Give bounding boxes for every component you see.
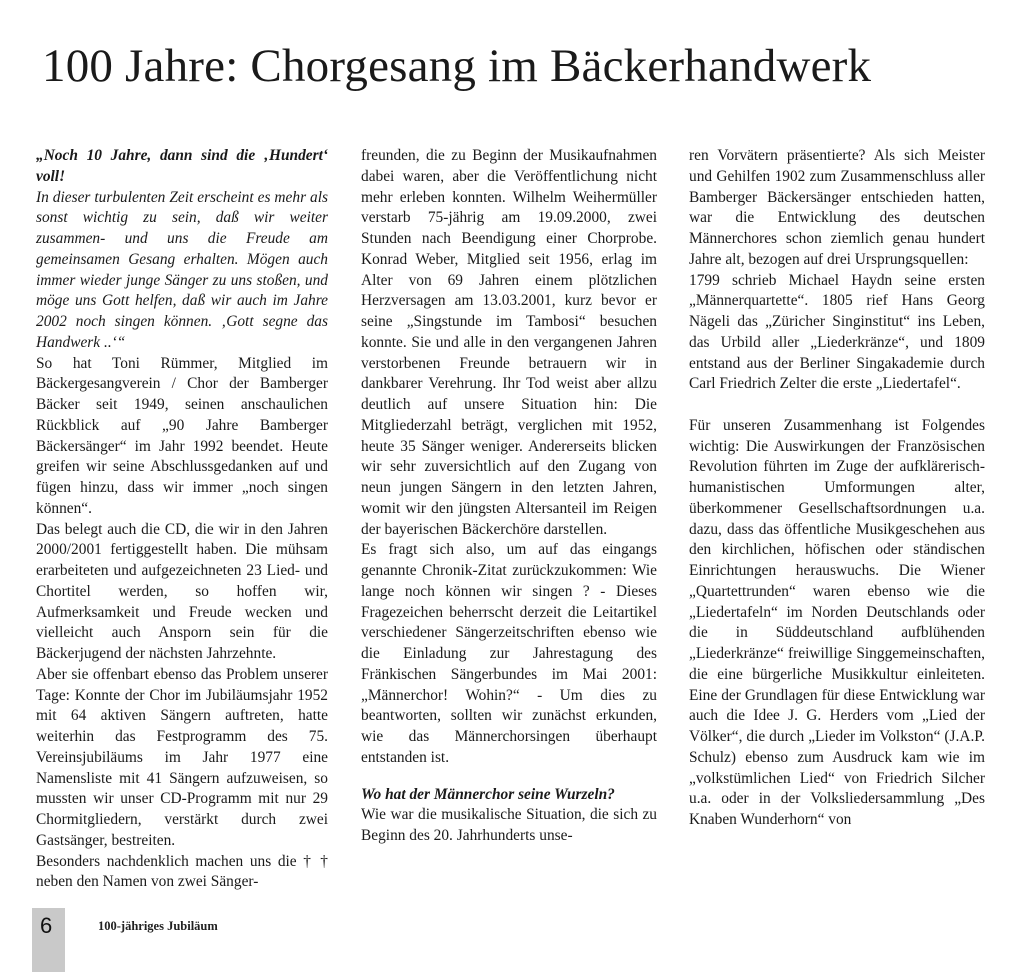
- running-footer-title: 100-jähriges Jubiläum: [98, 919, 218, 933]
- article-column-3: [689, 146, 985, 831]
- paragraph: Wie war die musikalische Situation, die sich zu Beginn des 20. Jahrhunderts unse-: [361, 806, 657, 844]
- paragraph: Besonders nachdenklich machen uns die † † neben den Namen von zwei Sänger-: [36, 852, 328, 891]
- section-subheading: Wo hat der Männerchor seine Wurzeln?: [361, 785, 615, 803]
- article-column-2: [361, 146, 657, 847]
- paragraph: So hat Toni Rümmer, Mitglied im Bäckergesangverein / Chor der Bamberger Bäcker seit 1949, seinen anschaulichen Rückblick auf „90 Jahre Bamberger Bäckersänger“ im Jahr 1992 beendet. Heute greifen wir seine Abschlussgedanken auf und fügen hinzu, dass wir immer „noch singen können“.: [36, 354, 328, 517]
- article-column-1: [36, 146, 328, 893]
- paragraph-spacer: [361, 769, 657, 785]
- paragraph: Für unseren Zusammenhang ist Folgendes wichtig: Die Auswirkungen der Französischen Revolution führten im Zuge der aufklärerisch-humanistischen Umformungen alter, überkommener Gesellschaftsordnungen u.a. dazu, dass das öffentliche Musikgeschehen aus den kirchlichen, höfischen oder ständischen Einrichtungen herauswuchs. Die Wiener „Quartettrunden“ waren ebenso wie die „Liedertafeln“ im Norden Deutschlands oder die in Süddeutschland aufblühenden „Liederkränze“ freiwillige Singgemeinschaften, die eine bürgerliche Musikkultur einleiteten. Eine der Grundlagen für diese Entwicklung war auch die Idee J. G. Herders vom „Lied der Völker“, die durch „Lieder im Volkston“ (J.A.P. Schulz) ebenso zum Ausdruck kam wie im „volkstümlichen Lied“ von Friedrich Silcher u.a. oder in der Volksliedersammlung „Des Knaben Wunderhorn“ von: [689, 416, 985, 828]
- paragraph: Das belegt auch die CD, die wir in den Jahren 2000/2001 fertiggestellt haben. Die mühsam erarbeiteten und aufgezeichneten 23 Lied- und Chortitel werden, so hoffen wir, Aufmerksamkeit und Freude wecken und vielleicht auch Ansporn sein für die Bäckerjugend der nächsten Jahrzehnte.: [36, 520, 328, 662]
- quote-body: In dieser turbulenten Zeit erscheint es mehr als sonst wichtig zu sein, daß wir weiter zusammen- und uns die Freude am gemeinsamen Gesang erhalten. Mögen auch immer wieder junge Sänger zu uns stoßen, und möge uns Gott helfen, daß wir auch im Jahre 2002 noch singen können. ‚Gott segne das Handwerk ..‘“: [36, 188, 328, 351]
- paragraph: Aber sie offenbart ebenso das Problem unserer Tage: Konnte der Chor im Jubiläumsjahr 1952 mit 64 aktiven Sängern auftreten, hatte weiterhin das Festprogramm des 75. Vereinsjubiläums im Jahr 1977 eine Namensliste mit 41 Sängern aufzuweisen, so mussten wir unser CD-Programm mit nur 29 Chormitgliedern, verstärkt durch zwei Gastsänger, bestreiten.: [36, 665, 328, 849]
- paragraph-spacer: [689, 395, 985, 416]
- page-title: 100 Jahre: Chorgesang im Bäckerhandwerk: [42, 40, 872, 92]
- paragraph: 1799 schrieb Michael Haydn seine ersten „Männerquartette“. 1805 rief Hans Georg Nägeli das „Züricher Singinstitut“ ins Leben, das Urbild aller „Liederkränze“, und 1809 entstand aus der Berliner Singakademie durch Carl Friedrich Zelter die erste „Liedertafel“.: [689, 271, 985, 393]
- quote-heading: „Noch 10 Jahre, dann sind die ‚Hundert‘ voll!: [36, 147, 328, 185]
- paragraph: Es fragt sich also, um auf das eingangs genannte Chronik-Zitat zurückzukommen: Wie lange noch können wir singen ? - Dieses Fragezeichen beherrscht derzeit die Leitartikel verschiedener Sängerzeitschriften ebenso wie die Einladung zur Jahrestagung des Fränkischen Sängerbundes im Mai 2001: „Männerchor! Wohin?“ - Um dies zu beantworten, sollten wir zunächst erkunden, wie das Männerchorsingen überhaupt entstanden ist.: [361, 541, 657, 766]
- paragraph: ren Vorvätern präsentierte? Als sich Meister und Gehilfen 1902 zum Zusammenschluss aller Bamberger Bäckersänger entschieden hatten, war die Entwicklung des deutschen Männerchores schon ziemlich genau hundert Jahre alt, bezogen auf drei Ursprungsquellen:: [689, 147, 985, 268]
- page-number: 6: [40, 913, 53, 938]
- paragraph: freunden, die zu Beginn der Musikaufnahmen dabei waren, aber die Veröffentlichung nicht mehr erleben konnten. Wilhelm Weihermüller verstarb 75-jährig am 19.09.2000, zwei Stunden nach Beendigung einer Chorprobe. Konrad Weber, Mitglied seit 1956, erlag im Alter von 69 Jahren einem plötzlichen Herzversagen am 13.03.2001, kurz bevor er seine „Singstunde im Tambosi“ besuchen konnte. Sie und alle in den vergangenen Jahren verstorbenen Freunde betrauern wir in dankbarer Verehrung. Ihr Tod weist aber allzu deutlich auf unsere Situation hin: Die Mitgliederzahl beträgt, verglichen mit 1952, heute 35 Sänger weniger. Andererseits blicken wir sehr zuversichtlich auf den Zugang von neun jungen Sängern in den letzten Jahren, womit wir den jüngsten Altersanteil im Reigen der bayerischen Bäckerchöre darstellen.: [361, 147, 657, 538]
